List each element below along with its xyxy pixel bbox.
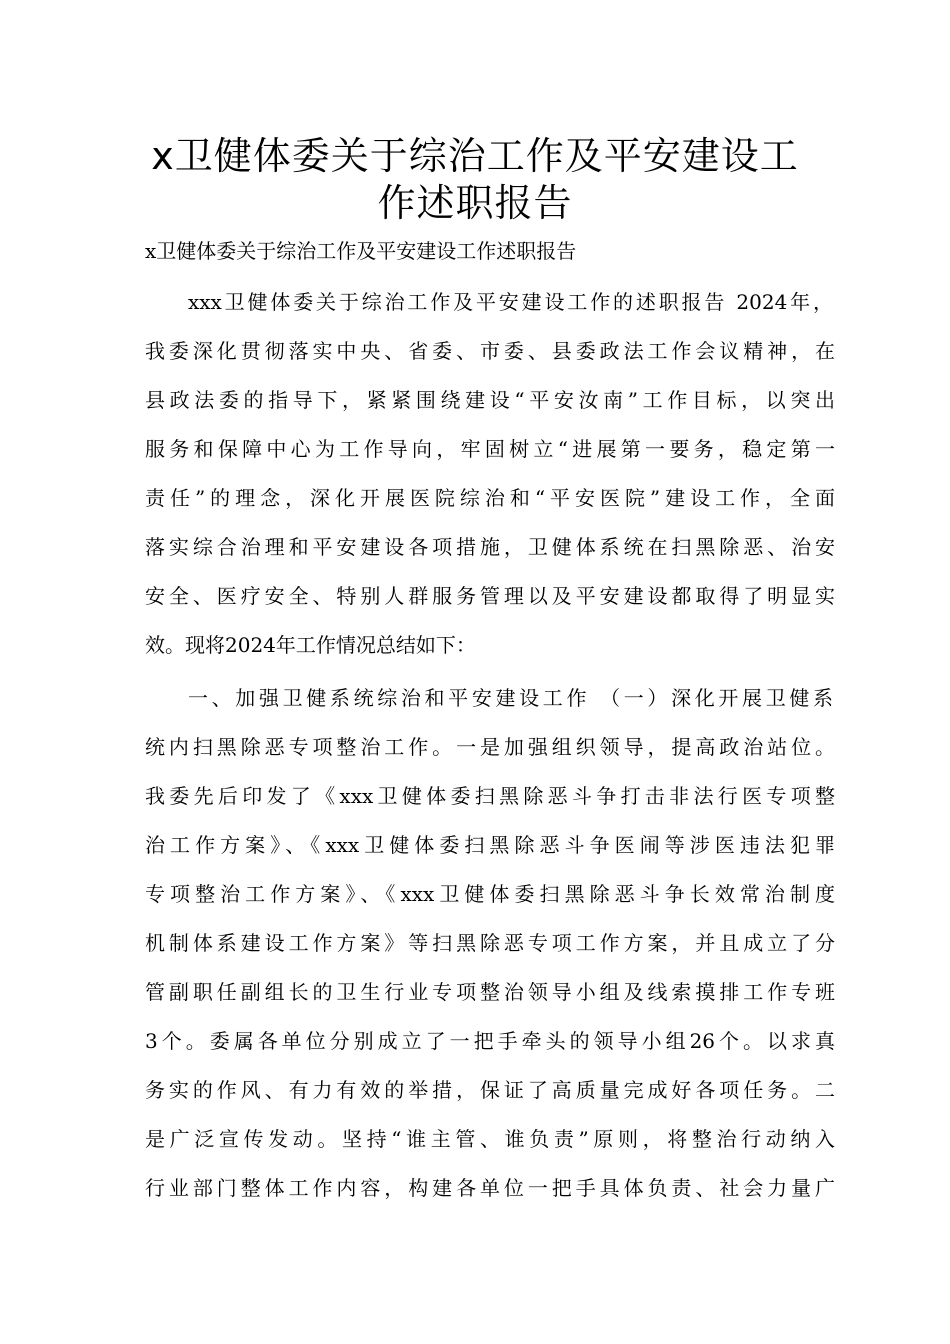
body-line: 一、加强卫健系统综治和平安建设工作 （一）深化开展卫健系 (188, 686, 833, 710)
body-line: 是广泛宣传发动。坚持“谁主管、谁负责”原则，将整治行动纳入 (145, 1127, 835, 1151)
body-line: 效。现将2024年工作情况总结如下： (145, 633, 476, 657)
body-line: 3个。委属各单位分别成立了一把手牵头的领导小组26个。以求真 (145, 1029, 835, 1053)
body-line: 行业部门整体工作内容，构建各单位一把手具体负责、社会力量广 (145, 1176, 835, 1200)
document-title-line-1: x卫健体委关于综治工作及平安建设工 (151, 134, 799, 178)
body-line: 落实综合治理和平安建设各项措施，卫健体系统在扫黑除恶、治安 (145, 535, 835, 559)
body-line: 安全、医疗安全、特别人群服务管理以及平安建设都取得了明显实 (145, 584, 835, 608)
body-line: 我委先后印发了《xxx卫健体委扫黑除恶斗争打击非法行医专项整 (145, 784, 835, 808)
body-line: 务实的作风、有力有效的举措，保证了高质量完成好各项任务。二 (145, 1078, 835, 1102)
body-line: 专项整治工作方案》、《xxx卫健体委扫黑除恶斗争长效常治制度 (145, 882, 835, 906)
body-line: 我委深化贯彻落实中央、省委、市委、县委政法工作会议精神，在 (145, 339, 835, 363)
body-line: 责任”的理念，深化开展医院综治和“平安医院”建设工作，全面 (145, 486, 835, 510)
document-title-line-2: 作述职报告 (377, 181, 573, 225)
document-subtitle: x卫健体委关于综治工作及平安建设工作述职报告 (145, 239, 577, 263)
body-line: 管副职任副组长的卫生行业专项整治领导小组及线索摸排工作专班 (145, 980, 835, 1004)
body-line: 县政法委的指导下，紧紧围绕建设“平安汝南”工作目标，以突出 (145, 388, 835, 412)
body-line: 治工作方案》、《xxx卫健体委扫黑除恶斗争医闹等涉医违法犯罪 (145, 833, 835, 857)
body-line: xxx卫健体委关于综治工作及平安建设工作的述职报告 2024年， (188, 290, 833, 314)
body-line: 统内扫黑除恶专项整治工作。一是加强组织领导，提高政治站位。 (145, 735, 835, 759)
body-line: 服务和保障中心为工作导向，牢固树立“进展第一要务，稳定第一 (145, 437, 835, 461)
body-line: 机制体系建设工作方案》等扫黑除恶专项工作方案，并且成立了分 (145, 931, 835, 955)
